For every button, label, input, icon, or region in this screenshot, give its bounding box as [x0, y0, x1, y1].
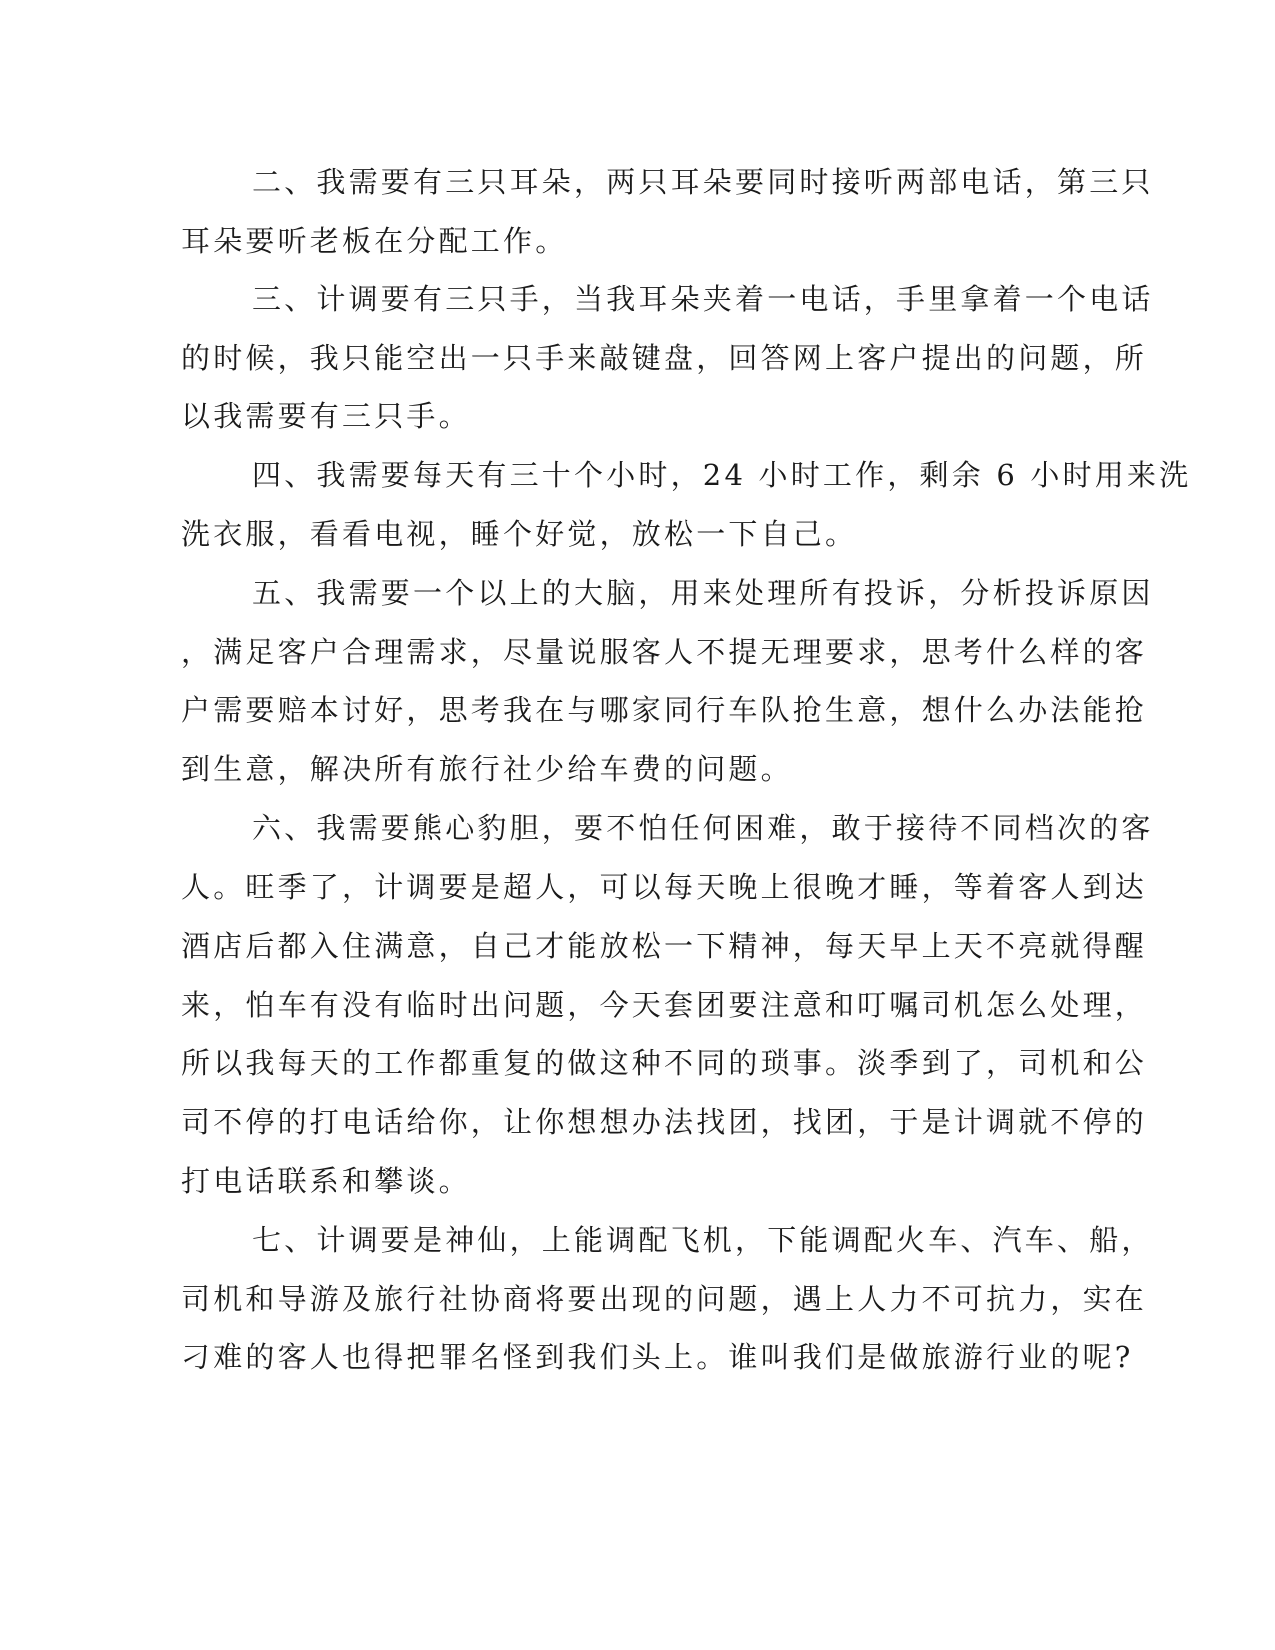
text-line: 七、计调要是神仙，上能调配飞机，下能调配火车、汽车、船， — [252, 1223, 1154, 1257]
text-line: 司不停的打电话给你，让你想想办法找团，找团，于是计调就不停的 — [181, 1105, 1148, 1139]
text-line: 酒店后都入住满意，自己才能放松一下精神，每天早上天不亮就得醒 — [181, 929, 1148, 963]
text-line: 以我需要有三只手。 — [181, 399, 471, 433]
text-line: 二、我需要有三只耳朵，两只耳朵要同时接听两部电话，第三只 — [252, 165, 1154, 199]
text-line: 打电话联系和攀谈。 — [181, 1164, 471, 1198]
text-line: 户需要赔本讨好，思考我在与哪家同行车队抢生意，想什么办法能抢 — [181, 693, 1148, 727]
text-line: 六、我需要熊心豹胆，要不怕任何困难，敢于接待不同档次的客 — [252, 811, 1154, 845]
text-line: 来，怕车有没有临时出问题，今天套团要注意和叮嘱司机怎么处理， — [181, 988, 1148, 1022]
text-line: 人。旺季了，计调要是超人，可以每天晚上很晚才睡，等着客人到达 — [181, 870, 1148, 904]
text-line: 洗衣服，看看电视，睡个好觉，放松一下自己。 — [181, 517, 858, 551]
text-line: 所以我每天的工作都重复的做这种不同的琐事。淡季到了，司机和公 — [181, 1046, 1148, 1080]
text-line: 刁难的客人也得把罪名怪到我们头上。谁叫我们是做旅游行业的呢? — [181, 1340, 1134, 1374]
text-line: 耳朵要听老板在分配工作。 — [181, 224, 568, 258]
text-line: 五、我需要一个以上的大脑，用来处理所有投诉，分析投诉原因 — [252, 576, 1154, 610]
text-line: 的时候，我只能空出一只手来敲键盘，回答网上客户提出的问题，所 — [181, 341, 1148, 375]
text-line: 到生意，解决所有旅行社少给车费的问题。 — [181, 752, 793, 786]
text-line: 三、计调要有三只手，当我耳朵夹着一电话，手里拿着一个电话 — [252, 282, 1154, 316]
text-line: 四、我需要每天有三十个小时，24 小时工作，剩余 6 小时用来洗 — [252, 458, 1192, 492]
text-line: 司机和导游及旅行社协商将要出现的问题，遇上人力不可抗力，实在 — [181, 1282, 1148, 1316]
text-line: ，满足客户合理需求，尽量说服客人不提无理要求，思考什么样的客 — [181, 635, 1148, 669]
